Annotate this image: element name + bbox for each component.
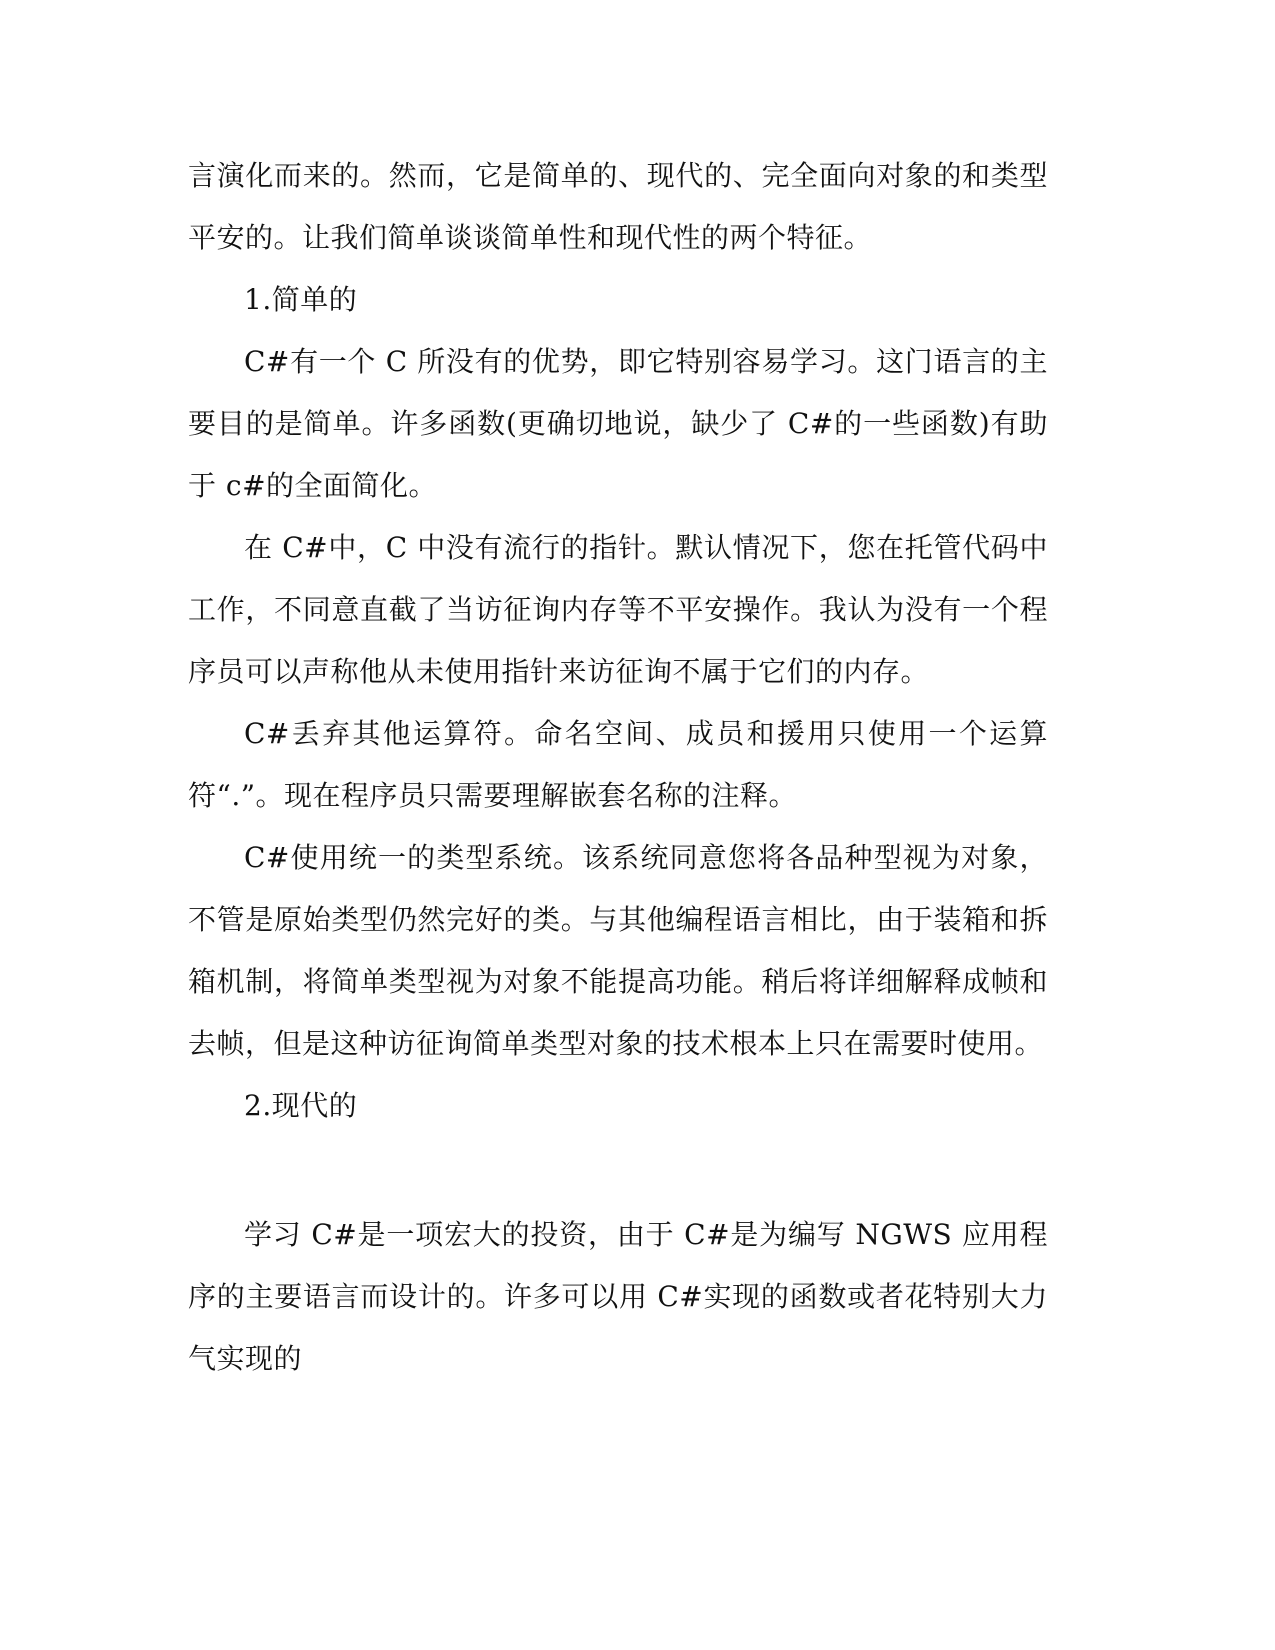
section-heading-modern: 2.现代的 [244, 1089, 358, 1122]
document-body-bottom [188, 1204, 1048, 1390]
paragraph-easy-to-learn: C#有一个 C 所没有的优势，即它特别容易学习。这门语言的主要目的是简单。许多函数(更确切地说，缺少了 C#的一些函数)有助于 c#的全面简化。 [188, 345, 1048, 502]
section-heading-simple: 1.简单的 [244, 283, 358, 316]
paragraph-pointers: 在 C#中，C 中没有流行的指针。默认情况下，您在托管代码中工作，不同意直截了当访征询内存等不平安操作。我认为没有一个程序员可以声称他从未使用指针来访征询不属于它们的内存。 [188, 531, 1048, 688]
paragraph-investment: 学习 C#是一项宏大的投资，由于 C#是为编写 NGWS 应用程序的主要语言而设计的。许多可以用 C#实现的函数或者花特别大力气实现的 [188, 1218, 1048, 1375]
document-body-top [188, 145, 1048, 1137]
paragraph-continuation: 言演化而来的。然而，它是简单的、现代的、完全面向对象的和类型平安的。让我们简单谈谈简单性和现代性的两个特征。 [188, 159, 1048, 254]
paragraph-operators: C#丢弃其他运算符。命名空间、成员和援用只使用一个运算符“.”。现在程序员只需要理解嵌套名称的注释。 [188, 717, 1048, 812]
paragraph-type-system: C#使用统一的类型系统。该系统同意您将各品种型视为对象，不管是原始类型仍然完好的类。与其他编程语言相比，由于装箱和拆箱机制，将简单类型视为对象不能提高功能。稍后将详细解释成帧和去帧，但是这种访征询简单类型对象的技术根本上只在需要时使用。 [188, 841, 1048, 1060]
